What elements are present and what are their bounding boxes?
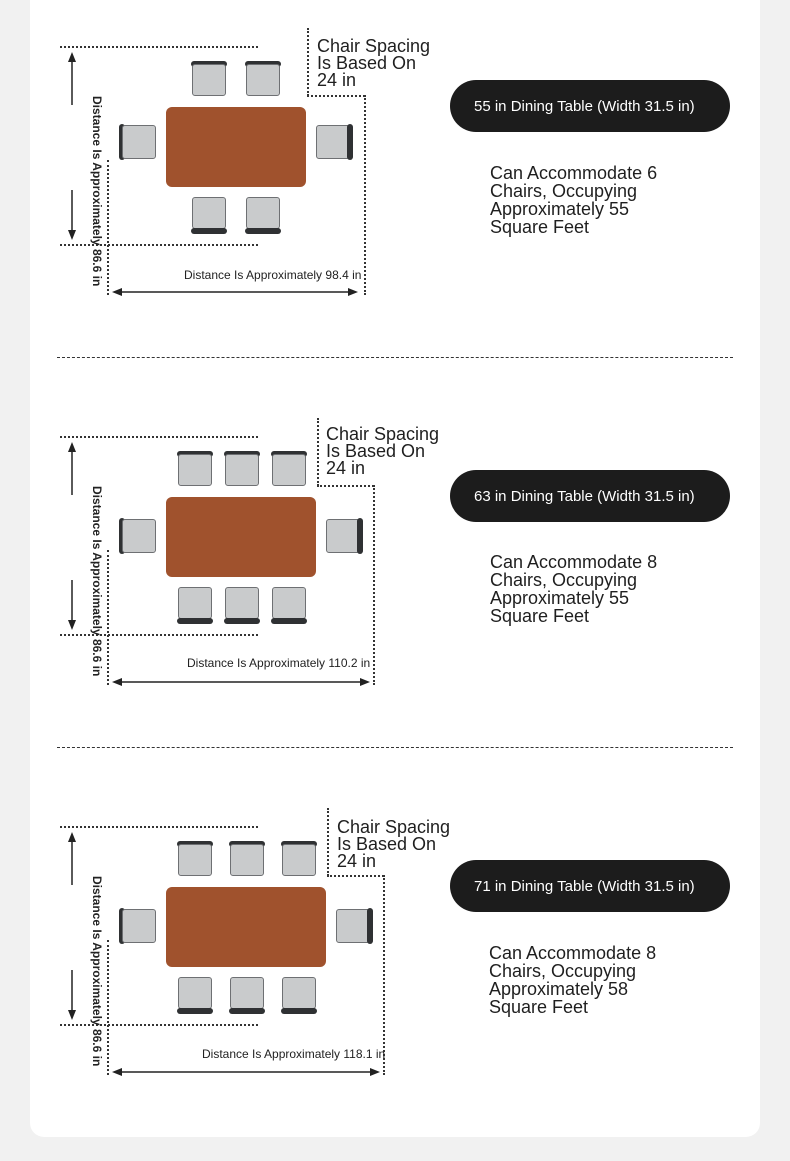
vertical-arrow [62,830,82,1025]
vertical-distance-label: Distance Is Approximately 86.6 in [90,876,104,1067]
spacing-dotted-guide [307,28,309,96]
vertical-arrow [62,440,82,635]
horizontal-arrow [110,1064,382,1080]
dining-table [166,107,306,187]
section-divider [57,357,733,358]
accommodation-text: Can Accommodate 8 Chairs, Occupying Approximately 58 Square Feet [489,943,657,1017]
layout-section-55 [0,0,790,330]
chair-back [177,618,213,624]
layout-section-63 [0,390,790,720]
vertical-arrow [62,50,82,245]
dining-table [166,887,326,967]
right-dotted-guide [373,485,375,685]
chair [225,587,259,619]
spacing-dotted-guide-h [307,95,365,97]
right-dotted-guide [364,95,366,295]
top-dotted-guide [60,46,258,48]
chair-spacing-note: Chair Spacing Is Based On 24 in [335,817,456,872]
spacing-dotted-guide [327,808,329,876]
right-dotted-guide [383,875,385,1075]
chair [122,519,156,553]
chair [192,64,226,96]
table-size-pill: 63 in Dining Table (Width 31.5 in) [450,470,730,522]
vertical-distance-label: Distance Is Approximately 86.6 in [90,486,104,677]
accommodation-text: Can Accommodate 8 Chairs, Occupying Approximately 55 Square Feet [490,552,658,626]
left-dotted-guide [107,550,109,685]
chair-back [191,228,227,234]
chair [230,977,264,1009]
chair-back [367,908,373,944]
horizontal-distance-label: Distance Is Approximately 110.2 in [187,656,371,670]
chair [272,587,306,619]
left-dotted-guide [107,160,109,295]
chair [178,977,212,1009]
chair [225,454,259,486]
chair-spacing-note: Chair Spacing Is Based On 24 in [315,36,436,91]
table-size-pill: 55 in Dining Table (Width 31.5 in) [450,80,730,132]
spacing-dotted-guide-h [317,485,374,487]
chair [282,844,316,876]
chair-back [229,1008,265,1014]
chair-back [271,618,307,624]
chair [246,64,280,96]
left-dotted-guide [107,940,109,1075]
chair [122,125,156,159]
horizontal-arrow [110,284,360,300]
chair [282,977,316,1009]
chair-back [357,518,363,554]
spacing-dotted-guide [317,418,319,486]
dining-table [166,497,316,577]
chair [178,454,212,486]
section-divider [57,747,733,748]
chair-back [245,228,281,234]
chair [246,197,280,229]
horizontal-arrow [110,674,372,690]
chair [316,125,350,159]
top-dotted-guide [60,436,258,438]
chair [230,844,264,876]
chair [326,519,360,553]
top-dotted-guide [60,826,258,828]
chair [122,909,156,943]
layout-section-71 [0,780,790,1110]
chair [272,454,306,486]
chair [178,587,212,619]
chair [336,909,370,943]
table-size-pill: 71 in Dining Table (Width 31.5 in) [450,860,730,912]
vertical-distance-label: Distance Is Approximately 86.6 in [90,96,104,287]
accommodation-text: Can Accommodate 6 Chairs, Occupying Approximately 55 Square Feet [490,163,658,237]
horizontal-distance-label: Distance Is Approximately 118.1 in [202,1047,386,1061]
chair [178,844,212,876]
chair-back [224,618,260,624]
horizontal-distance-label: Distance Is Approximately 98.4 in [184,268,362,282]
chair-back [177,1008,213,1014]
chair [192,197,226,229]
chair-spacing-note: Chair Spacing Is Based On 24 in [324,424,445,479]
spacing-dotted-guide-h [327,875,384,877]
chair-back [347,124,353,160]
chair-back [281,1008,317,1014]
